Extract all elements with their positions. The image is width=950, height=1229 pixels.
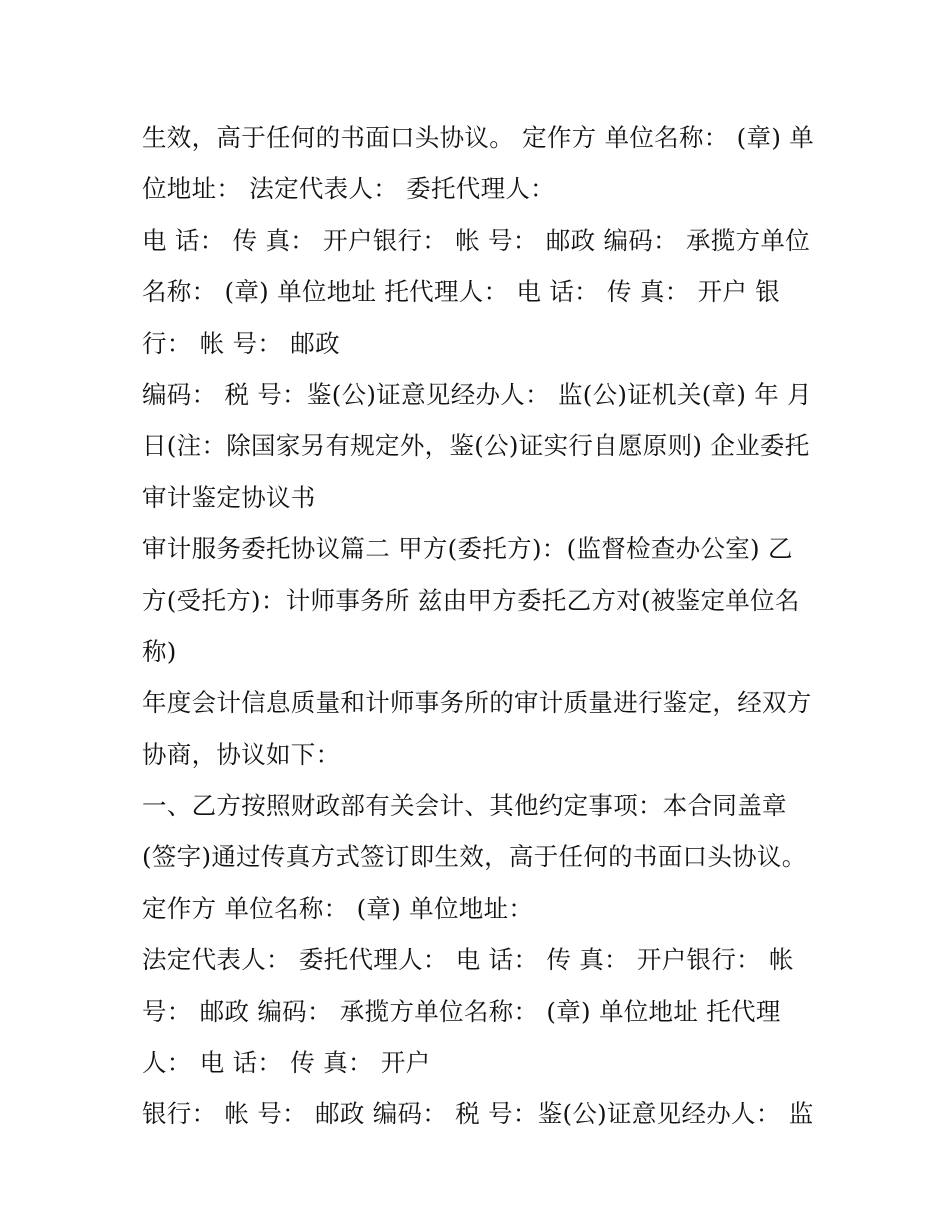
document-body (142, 112, 822, 1140)
text-line: 名称： (章) 单位地址 托代理人： 电 话： 传 真： 开户 银 (142, 277, 781, 307)
text-line: 日(注：除国家另有规定外，鉴(公)证实行自愿原则) 企业委托 (142, 431, 810, 461)
text-line: 定作方 单位名称： (章) 单位地址： (142, 893, 534, 923)
text-line: 位地址： 法定代表人： 委托代理人： (142, 174, 555, 204)
text-line: 年度会计信息质量和计师事务所的审计质量进行鉴定，经双方 (142, 688, 812, 718)
text-line: 人： 电 话： 传 真： 开户 (142, 1048, 431, 1078)
text-line: 行： 帐 号： 邮政 (142, 328, 340, 358)
text-line: 号： 邮政 编码： 承揽方单位名称： (章) 单位地址 托代理 (142, 996, 781, 1026)
text-line: 生效，高于任何的书面口头协议。 定作方 单位名称： (章) 单 (142, 123, 815, 152)
text-line: 协商，协议如下： (142, 739, 341, 769)
text-line: 银行： 帐 号： 邮政 编码： 税 号：鉴(公)证意见经办人： 监 (142, 1099, 814, 1129)
text-line: 审计服务委托协议篇二 甲方(委托方)：(监督检查办公室) 乙 (142, 534, 793, 564)
text-line: (签字)通过传真方式签订即生效，高于任何的书面口头协议。 (142, 842, 807, 872)
text-line: 审计鉴定协议书 (142, 482, 316, 512)
text-line: 编码： 税 号：鉴(公)证意见经办人： 监(公)证机关(章) 年 月 (142, 379, 812, 409)
text-line: 方(受托方)：计师事务所 兹由甲方委托乙方对(被鉴定单位名 (142, 585, 800, 615)
text-line: 电 话： 传 真： 开户银行： 帐 号： 邮政 编码： 承揽方单位 (142, 225, 810, 255)
text-line: 一、乙方按照财政部有关会计、其他约定事项：本合同盖章 (142, 791, 787, 821)
text-line: 称) (142, 636, 177, 666)
text-line: 法定代表人： 委托代理人： 电 话： 传 真： 开户银行： 帐 (142, 945, 794, 975)
